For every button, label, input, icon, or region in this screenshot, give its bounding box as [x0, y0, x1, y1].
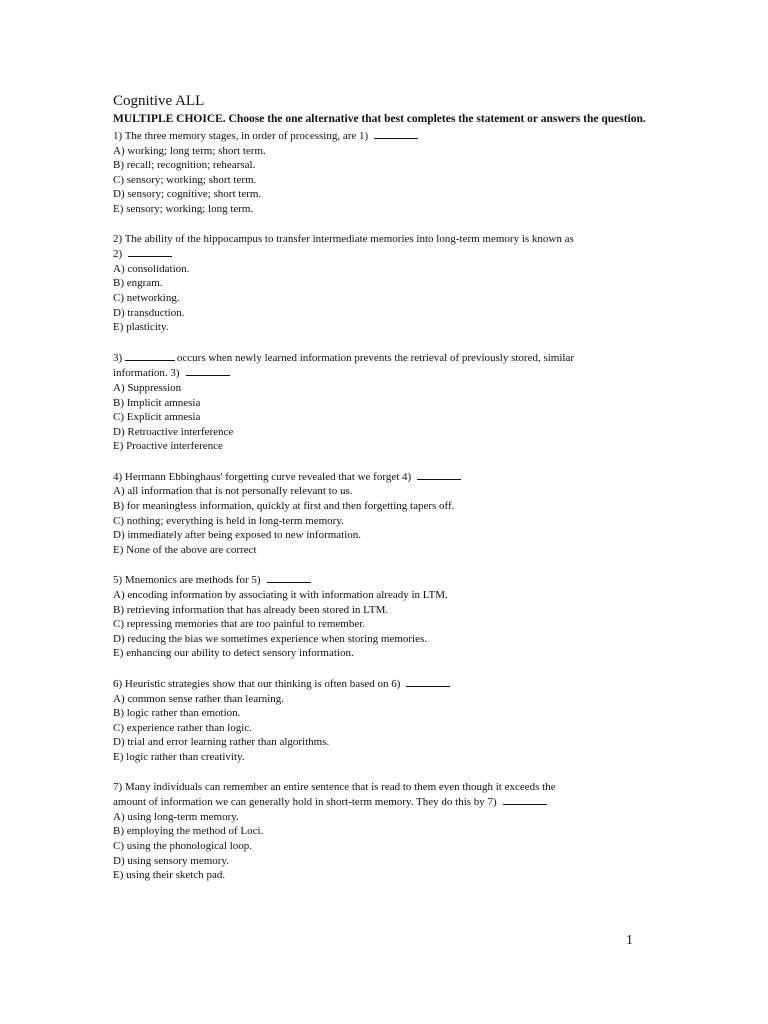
question-stem-text: 5) Mnemonics are methods for 5) — [113, 574, 261, 587]
question-stem-text: 1) The three memory stages, in order of processing, are 1) — [113, 130, 369, 142]
answer-blank[interactable] — [503, 794, 547, 805]
option-b: B) retrieving information that has already been stored in LTM. — [113, 603, 389, 616]
answer-blank[interactable] — [186, 365, 230, 376]
question-stem-prefix: 3) — [113, 351, 123, 364]
option-d: D) reducing the bias we sometimes experience when storing memories. — [113, 632, 428, 645]
option-a: A) using long-term memory. — [113, 810, 239, 823]
question-stem-text: occurs when newly learned information prevents the retrieval of previously stored, similar — [176, 351, 575, 364]
question-stem-cont-text: 2) — [113, 248, 123, 261]
option-c: C) sensory; working; short term. — [113, 173, 257, 186]
question-stem: 2) The ability of the hippocampus to transfer intermediate memories into long-term memory is known as — [113, 232, 574, 245]
document-title: Cognitive ALL — [113, 93, 205, 109]
option-b: B) engram. — [113, 277, 163, 290]
option-e: E) logic rather than creativity. — [113, 750, 245, 763]
option-d: D) sensory; cognitive; short term. — [113, 188, 262, 201]
question-4 — [113, 469, 653, 558]
answer-blank[interactable] — [267, 572, 311, 583]
option-c: C) experience rather than logic. — [113, 721, 252, 734]
instructions: MULTIPLE CHOICE. Choose the one alternative that best completes the statement or answers the question. — [113, 113, 646, 125]
option-a: A) encoding information by associating it with information already in LTM. — [113, 589, 448, 602]
question-stem — [113, 469, 653, 485]
option-d: D) Retroactive interference — [113, 425, 234, 438]
option-d: D) transduction. — [113, 306, 185, 319]
option-c: C) using the phonological loop. — [113, 839, 253, 852]
option-b: B) for meaningless information, quickly at first and then forgetting tapers off. — [113, 500, 455, 513]
option-e: E) plasticity. — [113, 321, 169, 334]
question-3 — [113, 350, 653, 454]
fill-in-blank[interactable] — [125, 350, 175, 361]
question-stem-text: 6) Heuristic strategies show that our thinking is often based on 6) — [113, 678, 401, 690]
option-b: B) recall; recognition; rehearsal. — [113, 159, 256, 172]
option-c: C) nothing; everything is held in long-term memory. — [113, 514, 344, 527]
option-c: C) repressing memories that are too painful to remember. — [113, 618, 366, 631]
option-e: E) using their sketch pad. — [113, 869, 226, 882]
option-e: E) None of the above are correct — [113, 543, 257, 556]
question-1 — [113, 128, 653, 217]
option-a: A) common sense rather than learning. — [113, 692, 285, 705]
question-stem-cont-text: amount of information we can generally hold in short-term memory. They do this by 7) — [113, 796, 497, 809]
question-stem-continued — [113, 365, 653, 381]
document-page — [113, 92, 653, 883]
option-a: A) Suppression — [113, 381, 182, 394]
option-e: E) Proactive interference — [113, 440, 223, 453]
answer-blank[interactable] — [128, 246, 172, 257]
question-stem-text: 4) Hermann Ebbinghaus' forgetting curve revealed that we forget 4) — [113, 470, 412, 483]
question-stem-continued — [113, 794, 653, 810]
option-c: C) networking. — [113, 291, 180, 304]
option-c: C) Explicit amnesia — [113, 411, 201, 424]
option-a: A) all information that is not personally relevant to us. — [113, 485, 353, 498]
question-5 — [113, 572, 653, 661]
question-stem-cont-text: information. 3) — [113, 367, 180, 380]
option-b: B) Implicit amnesia — [113, 396, 201, 409]
answer-blank[interactable] — [406, 676, 450, 687]
option-d: D) using sensory memory. — [113, 854, 229, 867]
question-stem — [113, 572, 653, 588]
option-d: D) immediately after being exposed to new information. — [113, 529, 362, 542]
option-d: D) trial and error learning rather than algorithms. — [113, 736, 330, 749]
question-stem — [113, 350, 653, 366]
option-b: B) employing the method of Loci. — [113, 825, 264, 838]
option-e: E) enhancing our ability to detect sensory information. — [113, 647, 354, 660]
question-stem — [113, 676, 653, 692]
option-a: A) consolidation. — [113, 262, 190, 275]
answer-blank[interactable] — [417, 469, 461, 480]
question-stem-continued — [113, 246, 653, 262]
question-2 — [113, 232, 653, 335]
option-b: B) logic rather than emotion. — [113, 707, 241, 720]
answer-blank[interactable] — [374, 128, 418, 139]
option-a: A) working; long term; short term. — [113, 144, 266, 157]
page-number: 1 — [626, 933, 633, 948]
question-7 — [113, 780, 653, 883]
question-stem — [113, 128, 653, 144]
question-stem: 7) Many individuals can remember an entire sentence that is read to them even though it exceeds the — [113, 780, 556, 793]
option-e: E) sensory; working; long term. — [113, 202, 254, 215]
question-6 — [113, 676, 653, 765]
